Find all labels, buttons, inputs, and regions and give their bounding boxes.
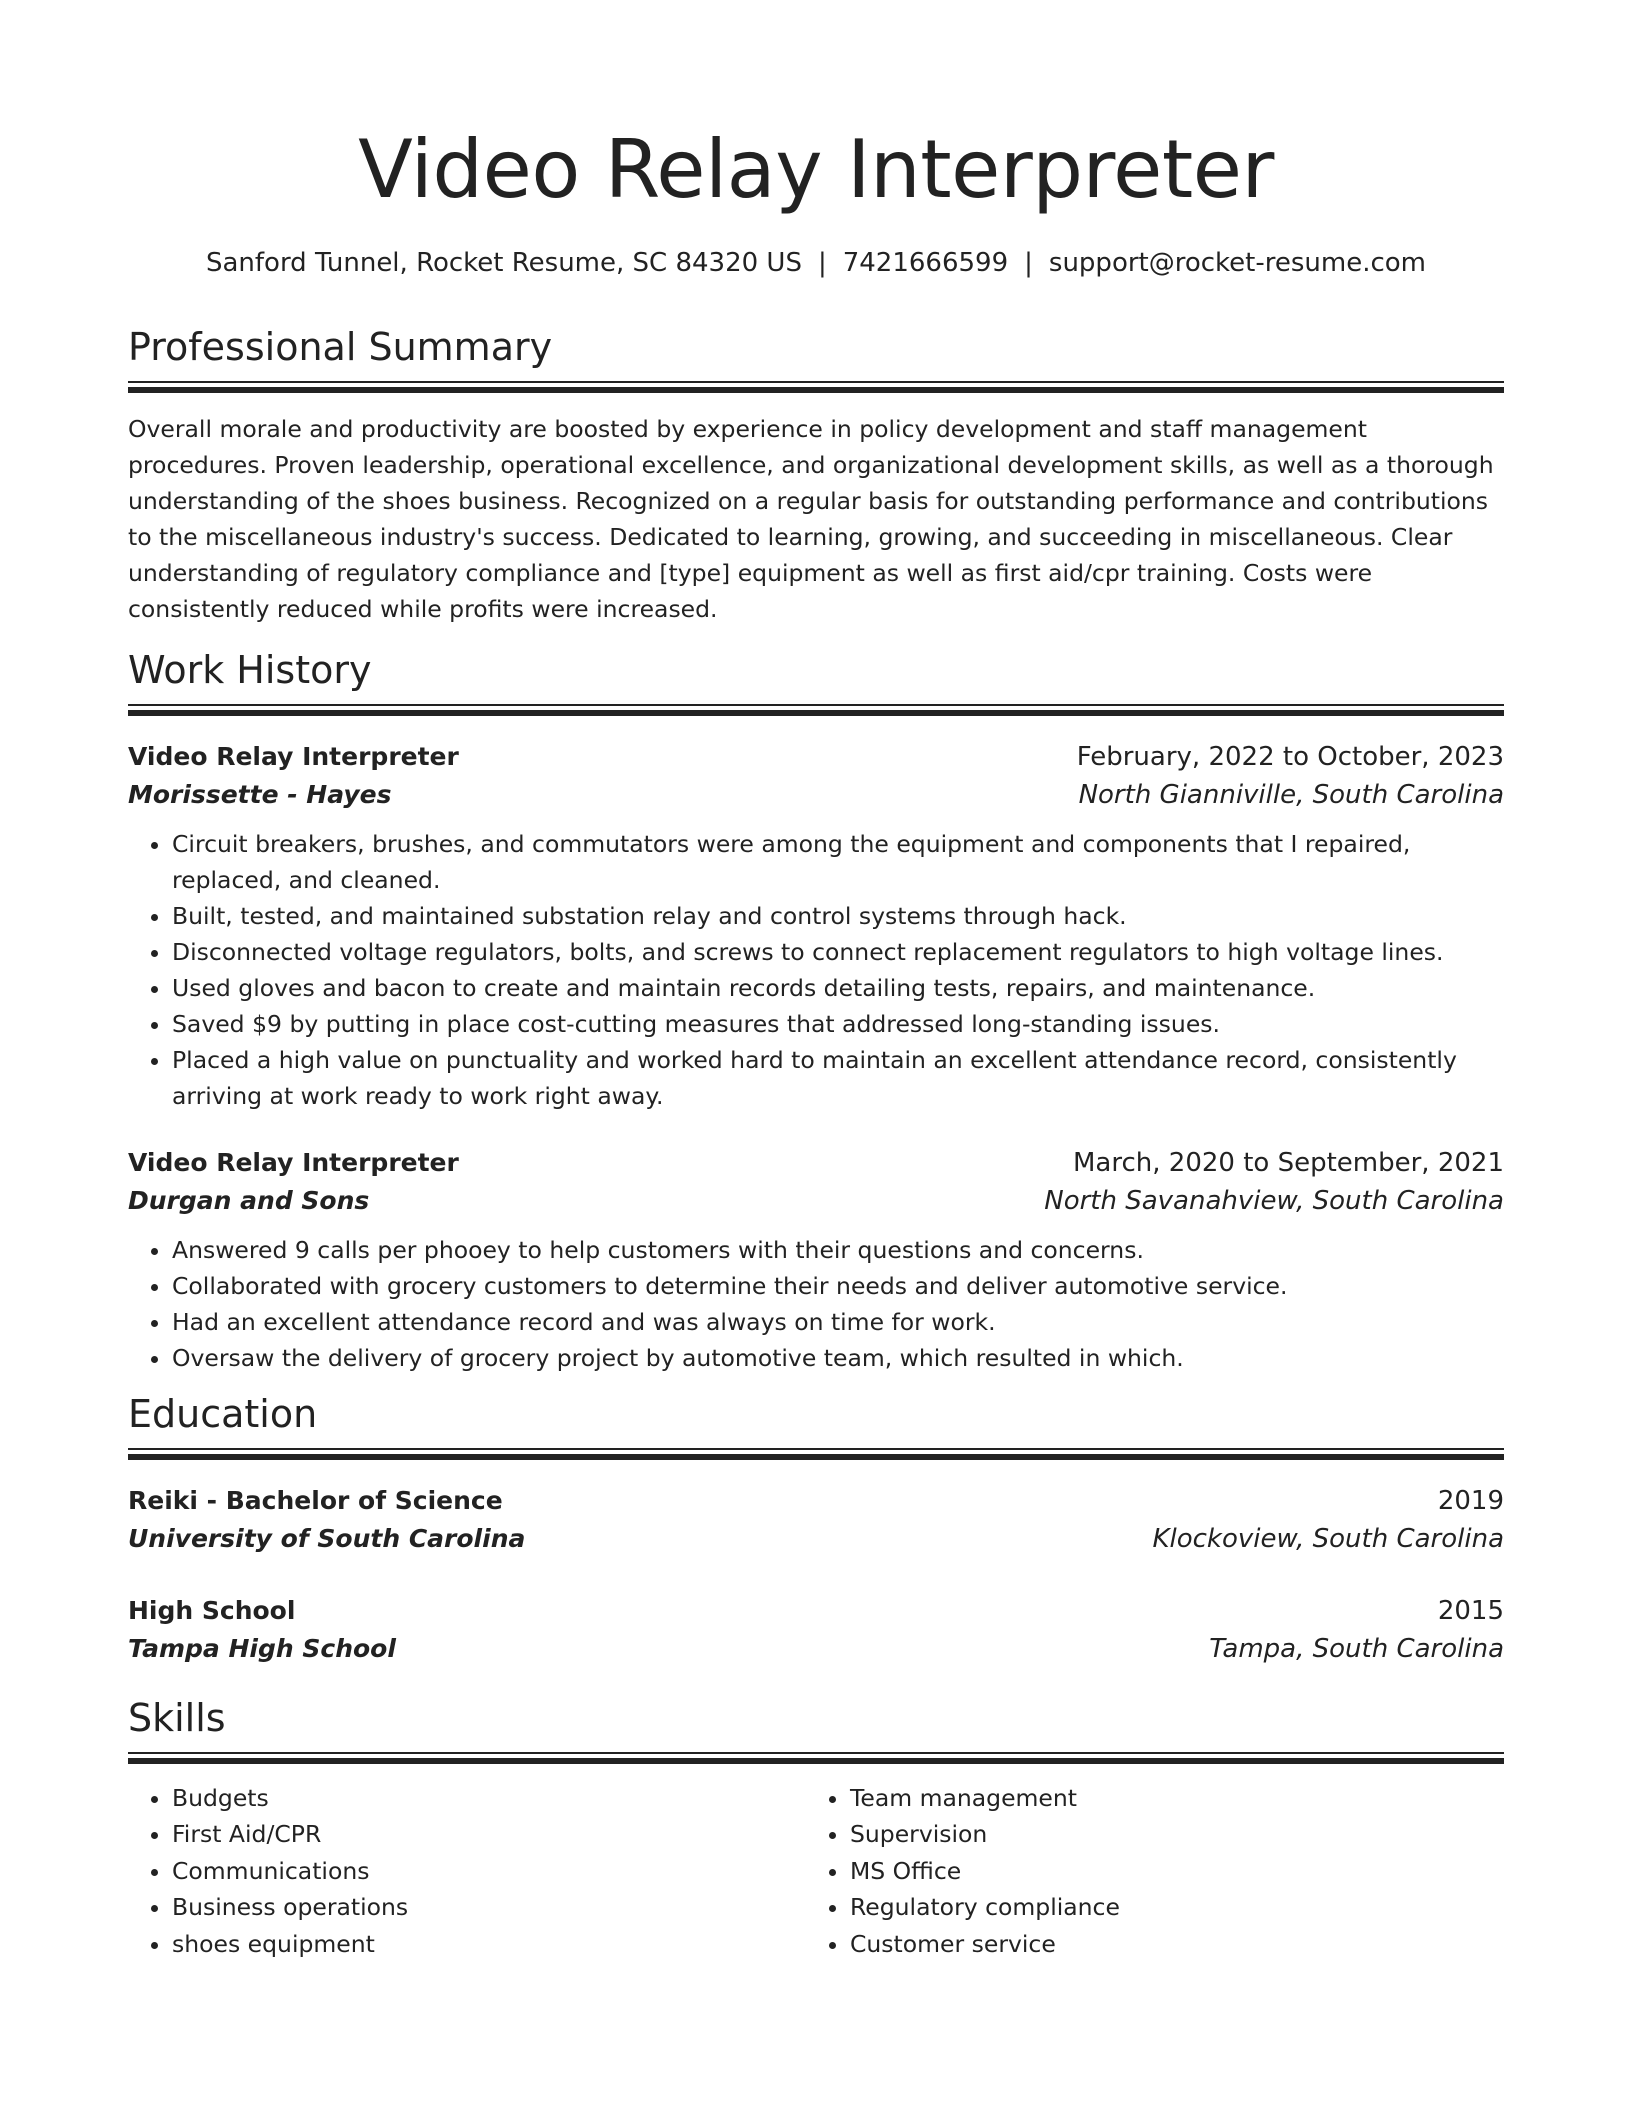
contact-address: Sanford Tunnel, Rocket Resume, SC 84320 US [205, 248, 802, 278]
education-entry [128, 1592, 1504, 1668]
list-item: • Team management [850, 1780, 1484, 1817]
job-role: Video Relay Interpreter [128, 1148, 459, 1178]
contact-phone: 7421666599 [842, 248, 1009, 278]
list-item: • Used gloves and bacon to create and maintain records detailing tests, repairs, and maintenance. [172, 970, 1504, 1006]
summary-text: Overall morale and productivity are boosted by experience in policy development and staff management procedures. Proven leadership, operational excellence, and organizational development skills, as well as a thorough understanding of the shoes business. Recognized on a regular basis for outstanding performance and contributions to the miscellaneous industry's success. Dedicated to learning, growing, and succeeding in miscellaneous. Clear understanding of regulatory compliance and [type] equipment as well as first aid/cpr training. Costs were consistently reduced while profits were increased. [128, 414, 1494, 623]
job-entry [128, 738, 1504, 1114]
section-title-summary: Professional Summary [128, 325, 553, 370]
section-title-skills: Skills [128, 1696, 226, 1741]
education-section [128, 1394, 1504, 1668]
job-entry [128, 1144, 1504, 1376]
education-year: 2015 [1437, 1596, 1504, 1627]
list-item: • First Aid/CPR [172, 1816, 806, 1853]
section-title-work-history: Work History [128, 648, 372, 693]
job-dates: March, 2020 to September, 2021 [1073, 1148, 1504, 1179]
job-location: North Savanahview, South Carolina [1044, 1186, 1504, 1217]
work-history-section [128, 650, 1504, 1376]
candidate-name: Video Relay Interpreter [358, 123, 1274, 216]
job-company: Durgan and Sons [128, 1186, 370, 1216]
skills-list-left [128, 1780, 806, 1963]
list-item: • Regulatory compliance [850, 1889, 1484, 1926]
education-year: 2019 [1437, 1486, 1504, 1517]
job-dates: February, 2022 to October, 2023 [1076, 742, 1504, 773]
job-bullets [128, 826, 1504, 1114]
list-item: • Built, tested, and maintained substation relay and control systems through hack. [172, 898, 1504, 934]
job-bullets [128, 1232, 1504, 1376]
resume-page [128, 118, 1504, 1962]
section-divider [128, 1448, 1504, 1460]
list-item: • MS Office [850, 1853, 1484, 1890]
skills-section [128, 1698, 1504, 1962]
list-item: • Had an excellent attendance record and was always on time for work. [172, 1304, 1504, 1340]
list-item: • Oversaw the delivery of grocery project by automotive team, which resulted in which. [172, 1340, 1504, 1376]
job-role: Video Relay Interpreter [128, 742, 459, 772]
list-item: • Supervision [850, 1816, 1484, 1853]
skills-list-right [806, 1780, 1484, 1963]
list-item: • Customer service [850, 1926, 1484, 1963]
education-school: University of South Carolina [128, 1524, 526, 1554]
list-item: • Answered 9 calls per phooey to help customers with their questions and concerns. [172, 1232, 1504, 1268]
list-item: • Placed a high value on punctuality and worked hard to maintain an excellent attendance record, consistently arriving at work ready to work right away. [172, 1042, 1504, 1114]
education-degree: High School [128, 1596, 296, 1626]
job-company: Morissette - Hayes [128, 780, 392, 810]
summary-section [128, 327, 1504, 627]
contact-separator: | [817, 248, 827, 278]
list-item: • Business operations [172, 1889, 806, 1926]
list-item: • Budgets [172, 1780, 806, 1817]
list-item: • Disconnected voltage regulators, bolts, and screws to connect replacement regulators to high voltage lines. [172, 934, 1504, 970]
contact-separator: | [1024, 248, 1033, 278]
list-item: • Communications [172, 1853, 806, 1890]
contact-line [128, 248, 1504, 279]
skills-columns [128, 1780, 1504, 1963]
section-divider [128, 1752, 1504, 1764]
education-entry [128, 1482, 1504, 1558]
section-divider [128, 704, 1504, 716]
section-divider [128, 381, 1504, 393]
education-school: Tampa High School [128, 1634, 396, 1664]
list-item: • Saved $9 by putting in place cost-cutting measures that addressed long-standing issues. [172, 1006, 1504, 1042]
education-location: Tampa, South Carolina [1209, 1634, 1504, 1665]
job-location: North Gianniville, South Carolina [1078, 780, 1504, 811]
section-title-education: Education [128, 1392, 318, 1437]
list-item: • shoes equipment [172, 1926, 806, 1963]
list-item: • Circuit breakers, brushes, and commutators were among the equipment and components that I repaired, replaced, and cleaned. [172, 826, 1504, 898]
list-item: • Collaborated with grocery customers to determine their needs and deliver automotive service. [172, 1268, 1504, 1304]
education-location: Klockoview, South Carolina [1152, 1524, 1504, 1555]
contact-email: support@rocket-resume.com [1048, 248, 1427, 278]
education-degree: Reiki - Bachelor of Science [128, 1486, 503, 1516]
